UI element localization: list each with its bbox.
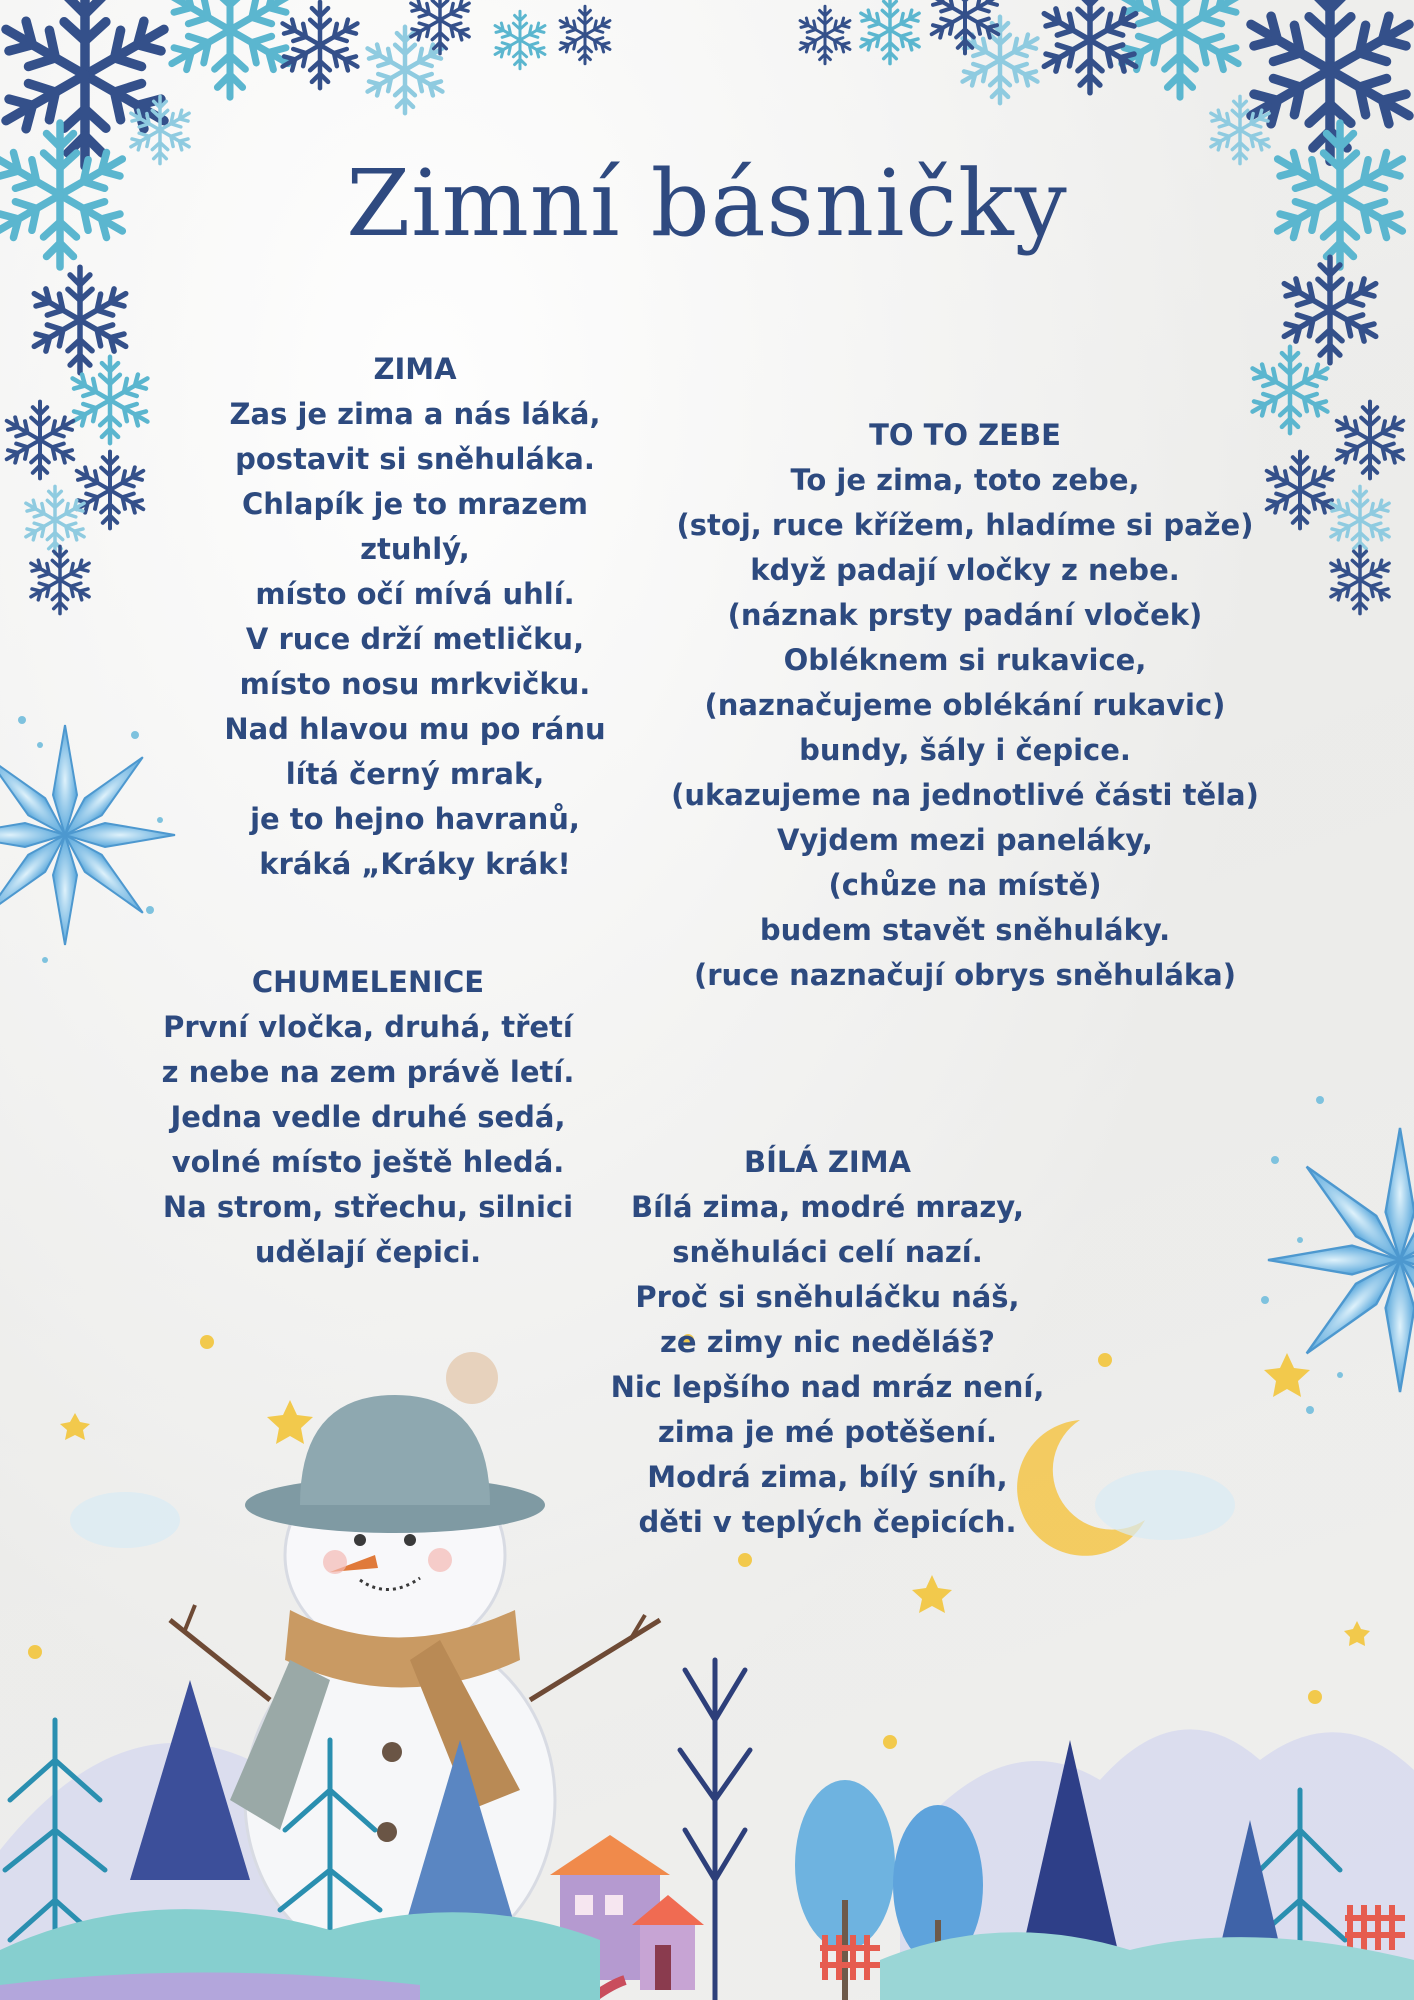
poem-line: ze zimy nic neděláš? (660, 1325, 995, 1359)
poem-line: kráká „Kráky krák! (259, 847, 571, 881)
poem-heading: CHUMELENICE (251, 965, 485, 999)
poem-line: (ruce naznačují obrys sněhuláka) (693, 958, 1236, 992)
poem-line: První vločka, druhá, třetí (163, 1010, 573, 1044)
poem-line: (náznak prsty padání vloček) (727, 598, 1203, 632)
poem-line: Obléknem si rukavice, (783, 643, 1147, 677)
poem-to-to-zebe (640, 413, 1290, 998)
poem-line: místo očí mívá uhlí. (255, 577, 575, 611)
poem-zima (195, 347, 635, 887)
poem-line: budem stavět sněhuláky. (759, 913, 1171, 947)
poem-line: udělají čepici. (254, 1235, 482, 1269)
poem-line: V ruce drží metličku, (245, 622, 585, 656)
poem-chumelenice (138, 960, 598, 1275)
poem-line: postavit si sněhuláka. (235, 442, 595, 476)
poem-line: sněhuláci celí nazí. (672, 1235, 983, 1269)
poem-line: Modrá zima, bílý sníh, (647, 1460, 1008, 1494)
poem-heading: ZIMA (373, 352, 457, 386)
poem-line: volné místo ještě hledá. (171, 1145, 565, 1179)
poem-line: Zas je zima a nás láká, (229, 397, 601, 431)
poem-line: Jedna vedle druhé sedá, (170, 1100, 566, 1134)
page-title: Zimní básničky (346, 150, 1068, 257)
poem-line: místo nosu mrkvičku. (239, 667, 591, 701)
poem-line: (naznačujeme oblékání rukavic) (704, 688, 1226, 722)
poem-line: ztuhlý, (360, 532, 470, 566)
poem-line: když padají vločky z nebe. (750, 553, 1180, 587)
poem-line: zima je mé potěšení. (657, 1415, 998, 1449)
poem-line: Nic lepšího nad mráz není, (610, 1370, 1045, 1404)
poem-line: Proč si sněhuláčku náš, (635, 1280, 1020, 1314)
poem-heading: TO TO ZEBE (869, 418, 1061, 452)
poem-line: Vyjdem mezi paneláky, (777, 823, 1153, 857)
poem-line: děti v teplých čepicích. (638, 1505, 1017, 1539)
poem-line: Nad hlavou mu po ránu (224, 712, 606, 746)
poem-line: (stoj, ruce křížem, hladíme si paže) (676, 508, 1254, 542)
poem-line: Chlapík je to mrazem (242, 487, 588, 521)
poem-bila-zima (590, 1140, 1065, 1545)
poem-line: (chůze na místě) (828, 868, 1102, 902)
poem-line: bundy, šály i čepice. (799, 733, 1131, 767)
poem-line: Na strom, střechu, silnici (162, 1190, 574, 1224)
poem-line: je to hejno havranů, (250, 802, 580, 836)
poem-heading: BÍLÁ ZIMA (743, 1145, 912, 1179)
poem-line: z nebe na zem právě letí. (161, 1055, 575, 1089)
poem-line: To je zima, toto zebe, (790, 463, 1140, 497)
star-ornament-right (1268, 1128, 1414, 1392)
poem-line: Bílá zima, modré mrazy, (631, 1190, 1024, 1224)
poem-line: (ukazujeme na jednotlivé části těla) (671, 778, 1259, 812)
poem-line: lítá černý mrak, (285, 757, 545, 791)
